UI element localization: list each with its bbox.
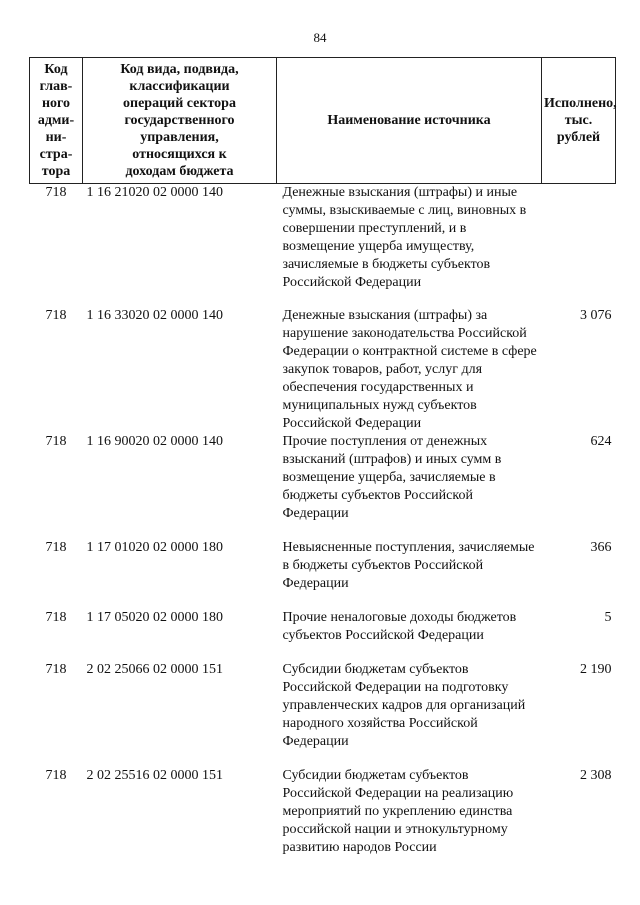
classification-code-cell: 1 17 01020 02 0000 180 bbox=[86, 540, 223, 555]
classification-code-cell: 1 16 90020 02 0000 140 bbox=[86, 434, 223, 449]
admin-code-cell: 718 bbox=[45, 540, 67, 555]
header-executed: Исполнено, тыс. рублей bbox=[542, 58, 616, 184]
table-header bbox=[30, 58, 616, 184]
table-row bbox=[30, 433, 616, 539]
table-row bbox=[30, 661, 616, 767]
classification-code-cell: 1 17 05020 02 0000 180 bbox=[86, 610, 223, 625]
classification-code-cell: 2 02 25066 02 0000 151 bbox=[86, 662, 223, 677]
source-name-cell: Прочие поступления от денежных взысканий (штрафов) и иных сумм в возмещение ущерба, зачисляемые в бюджеты субъектов Российской Федерации bbox=[282, 434, 502, 521]
source-name-cell: Денежные взыскания (штрафы) и иные суммы, взыскиваемые с лиц, виновных в совершении преступлений, и в возмещение ущерба имуществу, зачисляемые в бюджеты субъектов Российской Федерации bbox=[282, 185, 527, 290]
table-row bbox=[30, 767, 616, 857]
table-row bbox=[30, 292, 616, 433]
admin-code-cell: 718 bbox=[45, 434, 67, 449]
header-admin-code: Код глав- ного адми- ни- стра- тора bbox=[30, 58, 83, 184]
classification-code-cell: 2 02 25516 02 0000 151 bbox=[86, 768, 223, 783]
admin-code-cell: 718 bbox=[45, 308, 67, 323]
amount-cell: 2 190 bbox=[580, 662, 612, 677]
amount-cell: 624 bbox=[590, 434, 612, 449]
admin-code-cell: 718 bbox=[45, 610, 67, 625]
amount-cell: 2 308 bbox=[580, 768, 612, 783]
source-name-cell: Прочие неналоговые доходы бюджетов субъектов Российской Федерации bbox=[282, 610, 517, 643]
classification-code-cell: 1 16 33020 02 0000 140 bbox=[86, 308, 223, 323]
header-source-name: Наименование источника bbox=[277, 58, 542, 184]
admin-code-cell: 718 bbox=[45, 768, 67, 783]
source-name-cell: Субсидии бюджетам субъектов Российской Федерации на подготовку управленческих кадров для организаций народного хозяйства Российской Федерации bbox=[282, 662, 526, 749]
classification-code-cell: 1 16 21020 02 0000 140 bbox=[86, 185, 223, 200]
page-number: 84 bbox=[313, 30, 327, 45]
table-row bbox=[30, 609, 616, 661]
amount-cell: 3 076 bbox=[580, 308, 612, 323]
table-row bbox=[30, 539, 616, 609]
admin-code-cell: 718 bbox=[45, 185, 67, 200]
amount-cell: 366 bbox=[590, 540, 612, 555]
header-classification-code: Код вида, подвида, классификации операций сектора государственного управления, относящихся к доходам бюджета bbox=[83, 58, 277, 184]
amount-cell: 5 bbox=[604, 610, 612, 625]
amount-cell bbox=[542, 184, 616, 293]
admin-code-cell: 718 bbox=[45, 662, 67, 677]
table-row bbox=[30, 184, 616, 293]
source-name-cell: Денежные взыскания (штрафы) за нарушение законодательства Российской Федерации о контрактной системе в сфере закупок товаров, работ, услуг для обеспечения государственных и муниципальных нужд субъектов Российской Федерации bbox=[282, 308, 537, 431]
source-name-cell: Невыясненные поступления, зачисляемые в бюджеты субъектов Российской Федерации bbox=[282, 540, 535, 591]
source-name-cell: Субсидии бюджетам субъектов Российской Федерации на реализацию мероприятий по укреплению единства российской нации и этнокультурному развитию народов России bbox=[282, 768, 514, 855]
revenue-sources-table bbox=[29, 57, 616, 857]
